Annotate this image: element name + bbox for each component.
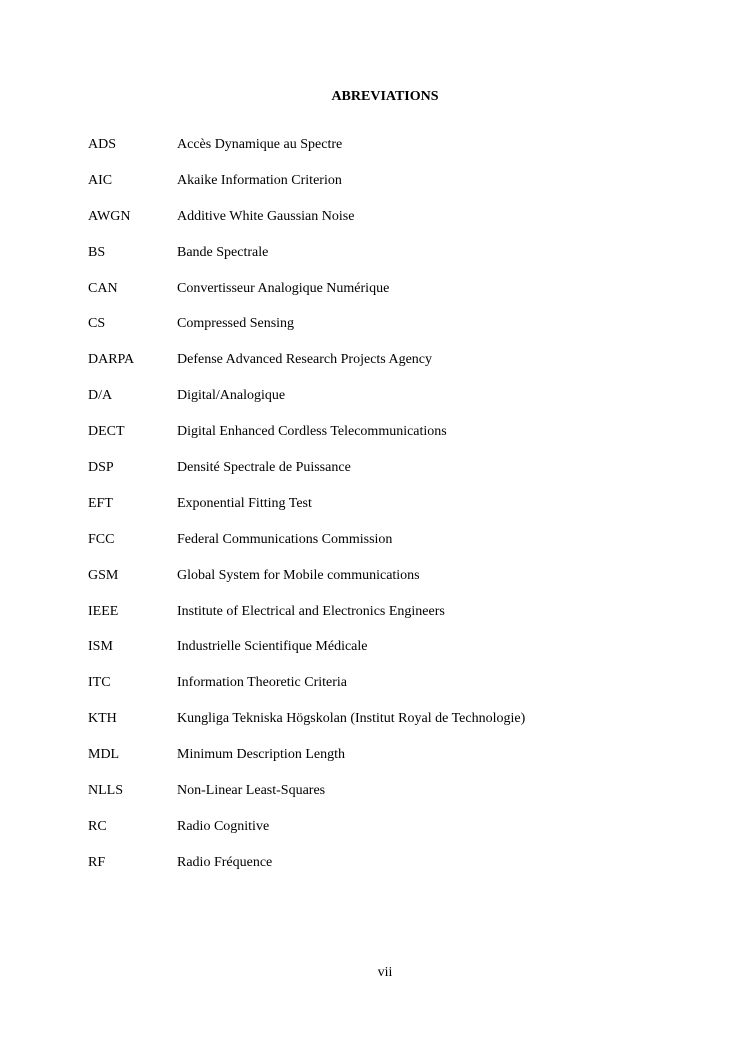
abbreviation-row (88, 818, 708, 854)
abbreviation-definition: Information Theoretic Criteria (177, 675, 348, 691)
abbreviation-definition: Institute of Electrical and Electronics Engineers (177, 603, 445, 619)
abbreviation-definition: Convertisseur Analogique Numérique (177, 280, 390, 296)
abbreviation-row (88, 567, 708, 603)
abbreviation-row (88, 710, 708, 746)
abbreviation-term: CAN (88, 280, 118, 296)
abbreviation-definition: Federal Communications Commission (177, 531, 393, 547)
abbreviation-term: CS (88, 316, 106, 332)
abbreviation-row (88, 638, 708, 674)
abbreviation-term: FCC (88, 531, 115, 547)
page-title: ABREVIATIONS (331, 89, 439, 104)
abbreviation-term: BS (88, 244, 106, 260)
abbreviation-term: ADS (88, 137, 117, 152)
abbreviation-definition: Radio Fréquence (177, 854, 273, 870)
abbreviation-term: MDL (88, 747, 120, 763)
abbreviation-definition: Accès Dynamique au Spectre (177, 137, 343, 152)
abbreviation-term: NLLS (88, 783, 123, 799)
abbreviation-row (88, 280, 708, 316)
abbreviation-definition: Minimum Description Length (177, 747, 345, 763)
abbreviation-row (88, 208, 708, 244)
abbreviation-definition: Compressed Sensing (177, 316, 295, 332)
abbreviation-definition: Additive White Gaussian Noise (177, 208, 355, 224)
abbreviation-term: DARPA (88, 352, 135, 368)
abbreviation-term: KTH (88, 711, 117, 727)
abbreviation-row (88, 315, 708, 351)
abbreviation-definition: Radio Cognitive (177, 818, 270, 834)
abbreviation-definition: Akaike Information Criterion (177, 172, 342, 188)
abbreviation-term: RC (88, 818, 107, 834)
abbreviation-definition: Global System for Mobile communications (177, 567, 420, 583)
abbreviation-definition: Densité Spectrale de Puissance (177, 460, 351, 476)
abbreviation-row (88, 136, 708, 172)
abbreviation-row (88, 423, 708, 459)
abbreviation-row (88, 603, 708, 639)
abbreviation-term: RF (88, 854, 106, 870)
abbreviation-row (88, 674, 708, 710)
abbreviation-row (88, 244, 708, 280)
abbreviation-term: D/A (88, 388, 113, 404)
abbreviation-definition: Industrielle Scientifique Médicale (177, 639, 368, 655)
abbreviation-term: EFT (88, 495, 113, 511)
abbreviation-row (88, 459, 708, 495)
abbreviation-term: DSP (88, 460, 114, 476)
abbreviation-term: ISM (88, 639, 113, 655)
abbreviation-definition: Digital/Analogique (177, 388, 286, 404)
abbreviation-definition: Exponential Fitting Test (177, 495, 312, 511)
abbreviation-row (88, 495, 708, 531)
abbreviation-term: ITC (88, 675, 111, 691)
abbreviation-list (88, 136, 708, 890)
abbreviation-term: AIC (88, 172, 113, 188)
abbreviation-term: IEEE (88, 603, 119, 619)
abbreviation-definition: Non-Linear Least-Squares (177, 783, 326, 799)
abbreviation-row (88, 531, 708, 567)
abbreviation-term: AWGN (88, 208, 131, 224)
abbreviation-row (88, 854, 708, 890)
abbreviation-definition: Digital Enhanced Cordless Telecommunications (177, 424, 447, 440)
abbreviation-row (88, 746, 708, 782)
abbreviation-definition: Kungliga Tekniska Högskolan (Institut Royal de Technologie) (177, 711, 526, 727)
abbreviation-row (88, 351, 708, 387)
abbreviation-row (88, 387, 708, 423)
abbreviation-term: GSM (88, 567, 119, 583)
abbreviation-row (88, 172, 708, 208)
abbreviation-definition: Defense Advanced Research Projects Agency (177, 352, 433, 368)
abbreviation-definition: Bande Spectrale (177, 244, 269, 260)
abbreviation-term: DECT (88, 424, 125, 440)
page-number: vii (377, 965, 393, 980)
abbreviation-row (88, 782, 708, 818)
